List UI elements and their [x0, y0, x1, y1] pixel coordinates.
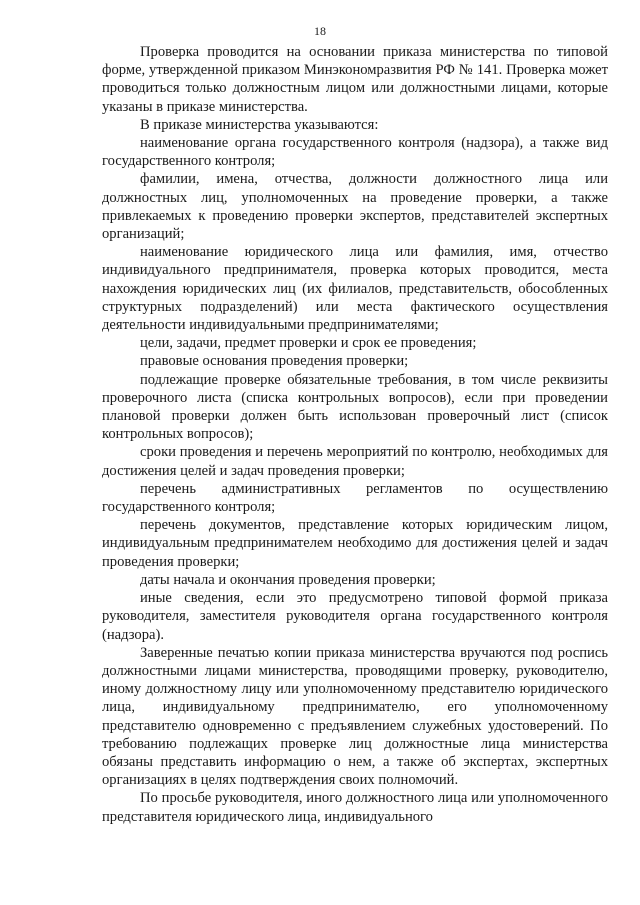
paragraph-inspected-entity: наименование юридического лица или фамилия, имя, отчество индивидуального предпринимателя, проверка которых проводится, места нахождения юридических лиц (их филиалов, представительств, обособленных структурных подразделений) или места фактического осуществления деятельности индивидуальными предпринимателями; — [102, 244, 608, 334]
paragraph-copies-delivery: Заверенные печатью копии приказа министерства вручаются под роспись должностными лицами министерства, проводящими проверку, руководителю, иному должностному лицу или уполномоченному представителю юридического лица, индивидуальному предпринимателю, его уполномоченному представителю одновременно с предъявлением служебных удостоверений. По требованию подлежащих проверке лиц должностные лица министерства обязаны представить информацию о нем, а также об экспертах, экспертных организациях в целях подтверждения своих полномочий. — [102, 644, 608, 789]
paragraph-terms-measures: сроки проведения и перечень мероприятий по контролю, необходимых для достижения целей и задач проведения проверки; — [102, 444, 608, 479]
page-number: 18 — [314, 24, 326, 38]
paragraph-regulations: перечень административных регламентов по осуществлению государственного контроля; — [102, 480, 608, 516]
document-body — [102, 43, 608, 826]
paragraph-documents: перечень документов, представление которых юридическим лицом, индивидуальным предпринимателем необходимо для достижения целей и задач проведения проверки; — [102, 517, 608, 570]
paragraph-control-body-name: наименование органа государственного контроля (надзора), а также вид государственного контроля; — [102, 135, 608, 170]
paragraph-inspection-basis: Проверка проводится на основании приказа министерства по типовой форме, утвержденной приказом Минэкономразвития РФ № 141. Проверка может проводиться только должностным лицом или должностными лицами, которые указаны в приказе министерства. — [102, 44, 608, 115]
paragraph-dates: даты начала и окончания проведения проверки; — [140, 571, 436, 588]
paragraph-other-info: иные сведения, если это предусмотрено типовой формой приказа руководителя, заместителя руководителя органа государственного контроля (надзора). — [102, 590, 608, 643]
paragraph-request: По просьбе руководителя, иного должностного лица или уполномоченного представителя юридического лица, индивидуального — [102, 790, 608, 825]
paragraph-legal-basis: правовые основания проведения проверки; — [140, 353, 409, 370]
paragraph-goals: цели, задачи, предмет проверки и срок ее проведения; — [140, 335, 477, 352]
paragraph-order-contents-intro: В приказе министерства указываются: — [140, 116, 379, 133]
paragraph-requirements: подлежащие проверке обязательные требования, в том числе реквизиты проверочного листа (списка контрольных вопросов), если при проведении плановой проверки должен быть использован проверочный лист (список контрольных вопросов); — [102, 371, 608, 443]
paragraph-inspectors: фамилии, имена, отчества, должности должностного лица или должностных лиц, уполномоченных на проведение проверки, а также привлекаемых к проведению проверки экспертов, представителей экспертных организаций; — [102, 171, 608, 243]
